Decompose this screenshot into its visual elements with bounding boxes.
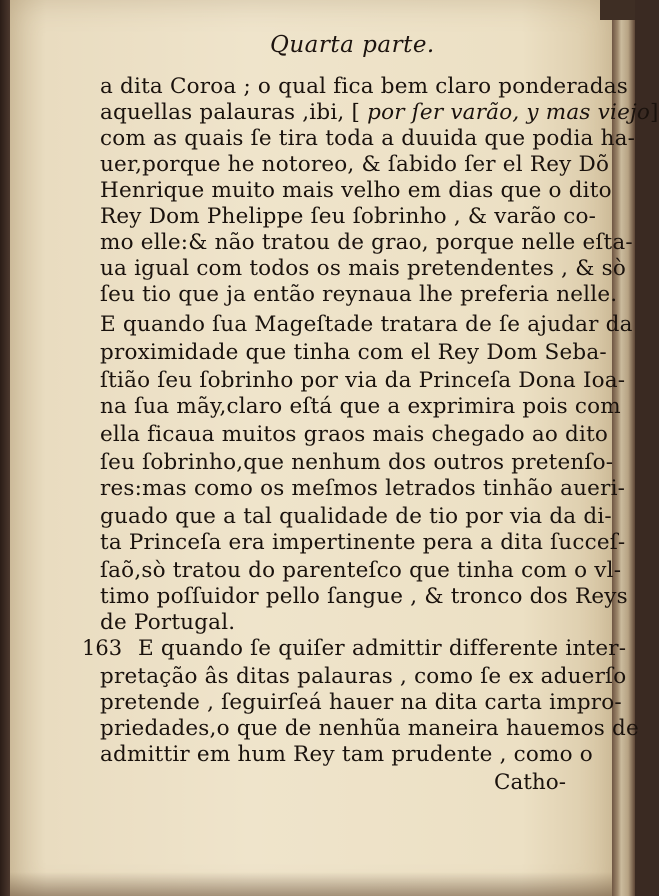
text-line-with-italic bbox=[100, 100, 659, 126]
running-title: Quarta parte. bbox=[270, 32, 435, 58]
text-line: ſeu ſobrinho,que nenhum dos outros pretenſo- bbox=[100, 450, 614, 475]
text-line: admittir em hum Rey tam prudente , como o bbox=[100, 742, 593, 767]
bracket-close: ] bbox=[650, 100, 659, 125]
text-line: guado que a tal qualidade de tio por via da di- bbox=[100, 504, 612, 529]
text-line: pretação âs ditas palauras , como ſe ex aduerſo bbox=[100, 664, 627, 689]
text-line: ua igual com todos os mais pretendentes , & sò bbox=[100, 256, 626, 281]
text-line: ſeu tio que ja então reynaua lhe preferia nelle. bbox=[100, 282, 618, 307]
text-line: mo elle:& não tratou de grao, porque nelle eſta- bbox=[100, 230, 633, 255]
paragraph-number: 163 bbox=[82, 636, 123, 660]
text-line: res:mas como os meſmos letrados tinhão aueri- bbox=[100, 476, 626, 501]
text-line: E quando ſua Mageſtade tratara de ſe ajudar da bbox=[100, 312, 633, 337]
text-line: ella ficaua muitos graos mais chegado ao dito bbox=[100, 422, 609, 447]
text-line-part: aquellas palauras ,ibi, [ bbox=[100, 100, 368, 125]
text-line: ta Princeſa era impertinente pera a dita ſucceſ- bbox=[100, 530, 626, 555]
text-line: ſaõ,sò tratou do parenteſco que tinha com o vl- bbox=[100, 558, 622, 583]
text-line: de Portugal. bbox=[100, 610, 236, 635]
text-line: Rey Dom Phelippe ſeu ſobrinho , & varão co- bbox=[100, 204, 597, 229]
text-line: proximidade que tinha com el Rey Dom Seba- bbox=[100, 340, 607, 365]
page-bottom-shadow bbox=[10, 872, 612, 896]
text-line: na ſua mãy,claro eſtá que a exprimira pois com bbox=[100, 394, 621, 419]
text-line: ſtião ſeu ſobrinho por via da Princeſa Dona Ioa- bbox=[100, 368, 626, 393]
text-line: uer,porque he notoreo, & ſabido ſer el Rey Dõ bbox=[100, 152, 610, 177]
italic-quote: por ſer varão, y mas viejo bbox=[367, 100, 651, 125]
background-corner bbox=[600, 0, 635, 20]
text-line: pretende , ſeguirſeá hauer na dita carta impro- bbox=[100, 690, 622, 715]
text-line: priedades,o que de nenhũa maneira hauemos de bbox=[100, 716, 639, 741]
text-line: a dita Coroa ; o qual fica bem claro ponderadas bbox=[100, 74, 629, 99]
text-line: Henrique muito mais velho em dias que o dito bbox=[100, 178, 612, 203]
text-line: E quando ſe quiſer admittir differente inter- bbox=[138, 636, 627, 661]
text-line: com as quais ſe tira toda a duuida que podia ha- bbox=[100, 126, 636, 151]
text-line: timo poſſuidor pello ſangue , & tronco dos Reys bbox=[100, 584, 628, 609]
catchword: Catho- bbox=[494, 770, 566, 795]
